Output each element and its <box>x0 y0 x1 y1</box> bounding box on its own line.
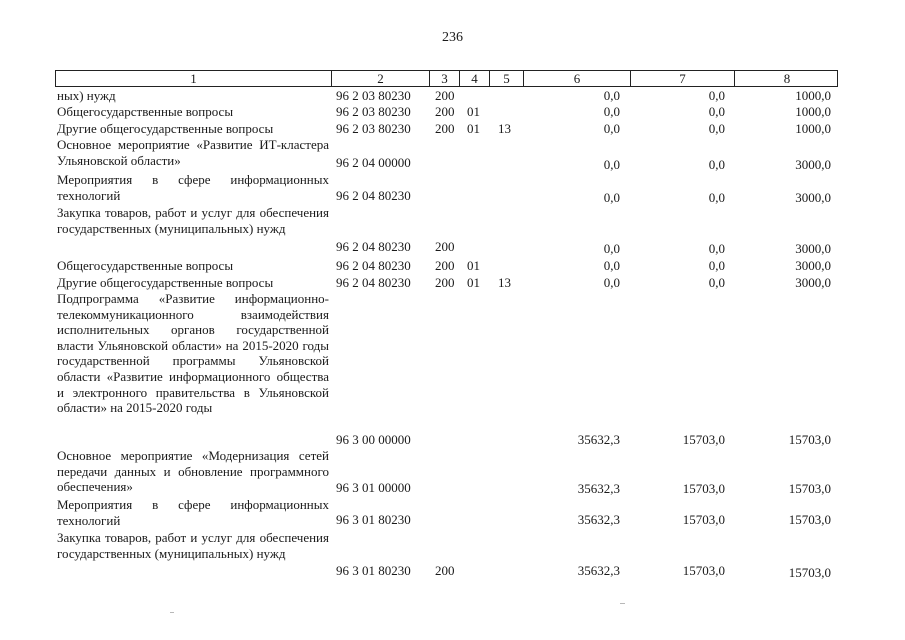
row-value-6: 0,0 <box>603 104 620 119</box>
table-row <box>0 172 905 205</box>
header-col-3: 3 <box>430 71 460 86</box>
row-col4: 01 <box>467 275 480 290</box>
table-row <box>0 258 905 275</box>
table-body <box>0 88 905 580</box>
row-value-6: 35632,3 <box>577 481 620 496</box>
row-value-8: 15703,0 <box>788 512 831 527</box>
table-row <box>0 137 905 172</box>
row-code: 96 3 00 00000 <box>336 432 411 447</box>
row-description: Общегосударственные вопросы <box>57 258 234 273</box>
row-code: 96 2 03 80230 <box>336 121 411 136</box>
row-col4: 01 <box>467 258 480 273</box>
table-header <box>55 70 838 87</box>
row-value-7: 0,0 <box>708 104 725 119</box>
row-value-8: 15703,0 <box>788 481 831 496</box>
row-code: 96 2 04 80230 <box>336 258 411 273</box>
row-value-6: 35632,3 <box>577 512 620 527</box>
row-col3: 200 <box>435 104 455 119</box>
row-col5: 13 <box>498 275 511 290</box>
table-row <box>0 448 905 497</box>
row-value-7: 0,0 <box>708 157 725 172</box>
row-value-6: 0,0 <box>603 157 620 172</box>
row-value-8: 15703,0 <box>788 565 831 580</box>
row-code: 96 2 04 80230 <box>336 239 411 254</box>
row-code: 96 3 01 00000 <box>336 480 411 495</box>
row-value-6: 0,0 <box>603 121 620 136</box>
row-value-7: 15703,0 <box>682 432 725 447</box>
header-col-7: 7 <box>631 71 735 86</box>
row-code: 96 3 01 80230 <box>336 512 411 527</box>
row-col3: 200 <box>435 563 455 578</box>
row-value-6: 0,0 <box>603 88 620 103</box>
row-code: 96 2 04 80230 <box>336 188 411 203</box>
row-value-6: 0,0 <box>603 241 620 256</box>
row-col3: 200 <box>435 239 455 254</box>
row-value-8: 3000,0 <box>795 258 831 273</box>
row-description: Основное мероприятие «Модернизация сетей передачи данных и обновление программного обеспечения» <box>57 448 329 495</box>
row-col3: 200 <box>435 275 455 290</box>
header-col-8: 8 <box>783 71 791 86</box>
row-value-6: 35632,3 <box>577 432 620 447</box>
row-value-7: 15703,0 <box>682 512 725 527</box>
row-code: 96 2 03 80230 <box>336 104 411 119</box>
row-value-7: 0,0 <box>708 121 725 136</box>
row-description: Общегосударственные вопросы <box>57 104 234 119</box>
row-description: Закупка товаров, работ и услуг для обеспечения государственных (муниципальных) нужд <box>57 530 329 561</box>
header-col-6: 6 <box>524 71 631 86</box>
row-value-6: 0,0 <box>603 275 620 290</box>
row-value-7: 15703,0 <box>682 563 725 578</box>
row-col5: 13 <box>498 121 511 136</box>
row-code: 96 2 03 80230 <box>336 88 411 103</box>
header-col-5: 5 <box>490 71 524 86</box>
row-description: Подпрограмма «Развитие информационно-телекоммуникационного взаимодействия исполнительных органов государственной власти Ульяновской области» на 2015-2020 годы государственной программы Ульяновской области «Развитие информационного общества и электронного правительства в Ульяновской области» на 2015-2020 годы <box>57 291 329 416</box>
row-col4: 01 <box>467 104 480 119</box>
page-number: 236 <box>442 30 463 45</box>
scan-mark <box>170 612 174 613</box>
row-value-8: 1000,0 <box>795 121 831 136</box>
header-col-1: 1 <box>56 71 332 86</box>
row-col4: 01 <box>467 121 480 136</box>
row-value-7: 0,0 <box>708 258 725 273</box>
row-description: Мероприятия в сфере информационных технологий <box>57 497 329 528</box>
row-description: Другие общегосударственные вопросы <box>57 275 274 290</box>
row-value-8: 3000,0 <box>795 157 831 172</box>
row-value-7: 0,0 <box>708 190 725 205</box>
row-value-8: 3000,0 <box>795 275 831 290</box>
row-value-8: 1000,0 <box>795 104 831 119</box>
table-row <box>0 291 905 448</box>
row-value-8: 15703,0 <box>788 432 831 447</box>
table-row <box>0 530 905 580</box>
table-row <box>0 88 905 104</box>
row-col3: 200 <box>435 88 455 103</box>
header-col-4: 4 <box>460 71 490 86</box>
table-row <box>0 205 905 258</box>
row-description: Закупка товаров, работ и услуг для обеспечения государственных (муниципальных) нужд <box>57 205 329 236</box>
table-row <box>0 275 905 291</box>
row-value-7: 0,0 <box>708 88 725 103</box>
row-description: Мероприятия в сфере информационных технологий <box>57 172 329 203</box>
row-value-8: 1000,0 <box>795 88 831 103</box>
scan-mark <box>620 603 625 604</box>
row-description: Другие общегосударственные вопросы <box>57 121 274 136</box>
row-value-7: 15703,0 <box>682 481 725 496</box>
row-value-8: 3000,0 <box>795 190 831 205</box>
row-value-8: 3000,0 <box>795 241 831 256</box>
row-value-6: 35632,3 <box>577 563 620 578</box>
row-code: 96 3 01 80230 <box>336 563 411 578</box>
row-code: 96 2 04 80230 <box>336 275 411 290</box>
row-description: Основное мероприятие «Развитие ИТ-кластера Ульяновской области» <box>57 137 329 168</box>
header-col-2: 2 <box>332 71 430 86</box>
row-col3: 200 <box>435 258 455 273</box>
row-col3: 200 <box>435 121 455 136</box>
row-value-6: 0,0 <box>603 190 620 205</box>
row-value-6: 0,0 <box>603 258 620 273</box>
table-row <box>0 104 905 121</box>
row-description: ных) нужд <box>57 88 116 103</box>
row-value-7: 0,0 <box>708 275 725 290</box>
table-row <box>0 497 905 530</box>
row-code: 96 2 04 00000 <box>336 155 411 170</box>
row-value-7: 0,0 <box>708 241 725 256</box>
table-row <box>0 121 905 137</box>
